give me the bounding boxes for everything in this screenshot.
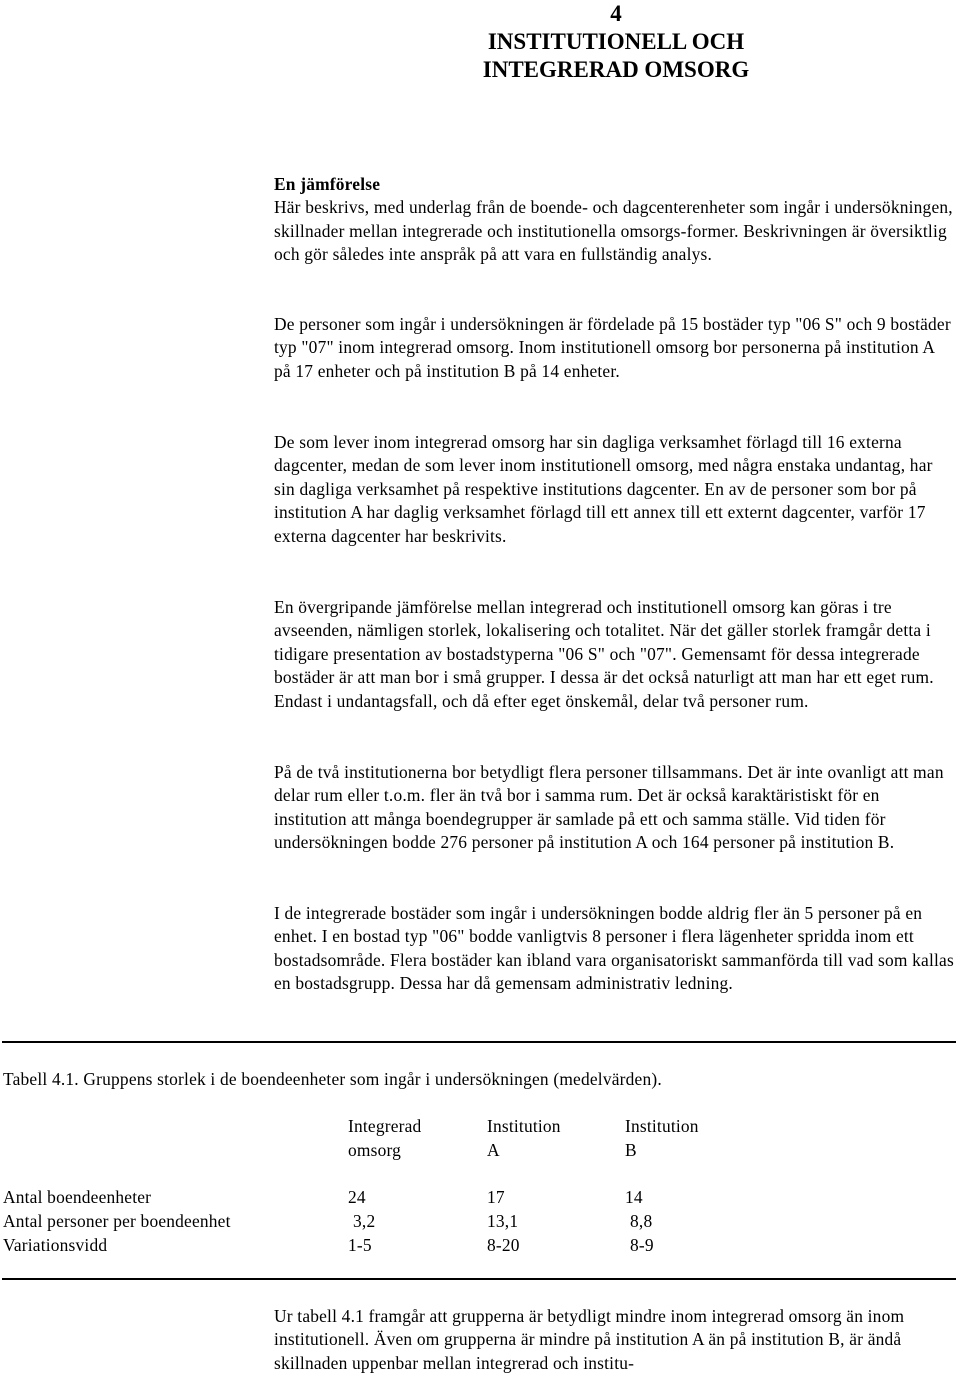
chapter-title-line1: INSTITUTIONELL OCH: [487, 29, 745, 54]
paragraph-5-block: [274, 761, 954, 855]
column-header-line2: B: [625, 1140, 637, 1160]
paragraph-5: På de två institutionerna bor betydligt flera personer tillsammans. Det är inte ovanligt att man delar rum eller t.o.m. fler än två bor i samma rum. Det är också karaktäristiskt för en institution att många boendegrupper är samlade på ett och samma ställe. Vid tiden för undersökningen bodde 276 personer på institution A och 164 personer på institution B.: [274, 762, 944, 853]
section-intro: [274, 173, 954, 267]
column-header-line1: Institution: [625, 1116, 699, 1136]
column-header-line2: A: [487, 1140, 500, 1160]
data-table: [0, 1114, 960, 1264]
column-header-institution-a: [487, 1114, 561, 1162]
table-cell: 8-9: [630, 1235, 654, 1255]
table-cell: 8,8: [630, 1211, 653, 1231]
table-cell: 1-5: [348, 1235, 372, 1255]
paragraph-3: De som lever inom integrerad omsorg har sin dagliga verksamhet förlagd till 16 externa dagcenter, medan de som lever inom institutionell omsorg, med några enstaka undantag, har sin dagliga verksamhet på respektive institutions dagcenter. En av de personer som bor på institution A har daglig verksamhet förlagd till ett annex till ett externt dagcenter, varför 17 externa dagcenter har beskrivits.: [274, 432, 933, 546]
paragraph-2: De personer som ingår i undersökningen är fördelade på 15 bostäder typ "06 S" och 9 bostäder typ "07" inom integrerad omsorg. Inom institutionell omsorg bor personerna på institution A på 17 enheter och på institution B på 14 enheter.: [274, 314, 951, 381]
after-table-block: [274, 1305, 954, 1375]
chapter-number: 4: [610, 1, 622, 26]
paragraph-4-block: [274, 596, 954, 713]
column-header-institution-b: [625, 1114, 699, 1162]
table-cell: 13,1: [487, 1211, 519, 1231]
paragraph-1: Här beskrivs, med underlag från de boende- och dagcenterenheter som ingår i undersökningen, skillnader mellan integrerade och institutionella omsorgs-former. Beskrivningen är översiktlig och gör således inte anspråk på att vara en fullständig analys.: [274, 197, 953, 265]
after-table-paragraph: Ur tabell 4.1 framgår att grupperna är betydligt mindre inom integrerad omsorg än inom institutionell. Även om grupperna är mindre på institution A än på institution B, är ändå skillnaden uppenbar mellan integrerad och institu-: [274, 1306, 905, 1373]
table-top-rule: [2, 1041, 956, 1043]
row-label: Antal personer per boendeenhet: [3, 1211, 231, 1231]
table-cell: 17: [487, 1187, 505, 1207]
paragraph-6-block: [274, 902, 954, 996]
chapter-title-line2: INTEGRERAD OMSORG: [482, 57, 750, 82]
chapter-heading: [0, 0, 960, 84]
table-cell: 14: [625, 1187, 643, 1207]
column-header-line1: Institution: [487, 1116, 561, 1136]
table-cell: 3,2: [353, 1211, 376, 1231]
column-header-line2: omsorg: [348, 1140, 402, 1160]
paragraph-3-block: [274, 431, 954, 548]
paragraph-2-block: [274, 313, 954, 383]
table-cell: 24: [348, 1187, 366, 1207]
section-heading: En jämförelse: [274, 174, 381, 194]
table-bottom-rule: [2, 1278, 956, 1280]
column-header-line1: Integrerad: [348, 1116, 422, 1136]
column-header-integrerad: [348, 1114, 421, 1162]
table-caption: Tabell 4.1. Gruppens storlek i de boendeenheter som ingår i undersökningen (medelvärden).: [3, 1069, 662, 1089]
row-label: Variationsvidd: [3, 1235, 108, 1255]
paragraph-4: En övergripande jämförelse mellan integrerad och institutionell omsorg kan göras i tre avseenden, nämligen storlek, lokalisering och totalitet. När det gäller storlek framgår detta i tidigare presentation av bostadstyperna "06 S" och "07". Gemensamt för dessa integrerade bostäder är att man bor i små grupper. I dessa är det också naturligt att man har ett eget rum. Endast i undantagsfall, och då efter eget önskemål, delar två personer rum.: [274, 597, 934, 711]
paragraph-6: I de integrerade bostäder som ingår i undersökningen bodde aldrig fler än 5 personer på en enhet. I en bostad typ "06" bodde vanligtvis 8 personer i flera lägenheter spridda inom ett bostadsområde. Flera bostäder kan ibland vara organisatoriskt sammanförda till vad som kallas en bostadsgrupp. Dessa har då gemensam administrativ ledning.: [274, 903, 954, 994]
table-cell: 8-20: [487, 1235, 520, 1255]
row-label: Antal boendeenheter: [3, 1187, 152, 1207]
